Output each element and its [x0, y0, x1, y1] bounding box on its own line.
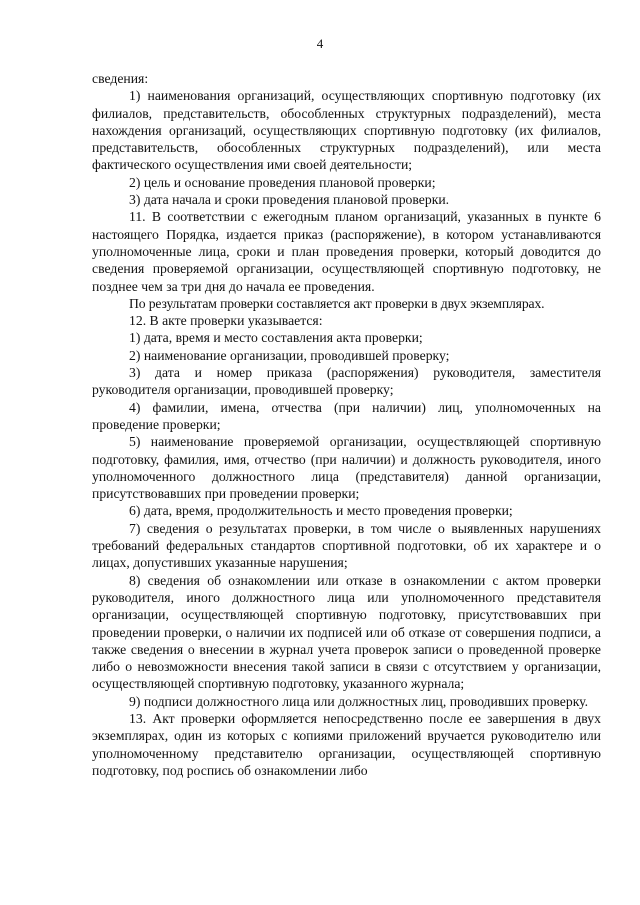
paragraph-act-item-5: 5) наименование проверяемой организации, осуществляющей спортивную подготовку, фамилия, имя, отчество (при наличии) и должность руководителя, иного уполномоченного должностного лица (представителя) данной организации, присутствовавших при проведении проверки; — [92, 434, 601, 502]
paragraph-item-2: 2) цель и основание проведения плановой проверки; — [129, 174, 436, 190]
paragraph-act-item-1: 1) дата, время и место составления акта проверки; — [129, 330, 423, 346]
paragraph-act-item-7: 7) сведения о результатах проверки, в том числе о выявленных нарушениях требований федеральных стандартов спортивной подготовки, об их характере и о лицах, допустивших указанные нарушения; — [92, 520, 601, 571]
paragraph-act-item-6: 6) дата, время, продолжительность и место проведения проверки; — [129, 503, 513, 519]
paragraph-act-item-3: 3) дата и номер приказа (распоряжения) руководителя, заместителя руководителя организации, проводившей проверку; — [92, 365, 601, 398]
paragraph-clause-12: 12. В акте проверки указывается: — [129, 313, 323, 329]
document-body — [92, 70, 601, 779]
paragraph-item-1: 1) наименования организаций, осуществляющих спортивную подготовку (их филиалов, представительств, обособленных структурных подразделений), места нахождения организаций, осуществляющих спортивную подготовку (их филиалов, представительств, обособленных структурных подразделений), или места фактического осуществления ими своей деятельности; — [92, 88, 601, 173]
paragraph-act-item-2: 2) наименование организации, проводившей проверку; — [129, 347, 450, 363]
paragraph-results: По результатам проверки составляется акт проверки в двух экземплярах. — [129, 295, 545, 311]
paragraph-item-3: 3) дата начала и сроки проведения плановой проверки. — [129, 192, 450, 208]
paragraph-act-item-9: 9) подписи должностного лица или должностных лиц, проводивших проверку. — [129, 693, 589, 709]
paragraph-clause-13: 13. Акт проверки оформляется непосредственно после ее завершения в двух экземплярах, один из которых с копиями приложений вручается руководителю или уполномоченному представителю организации, осуществляющей спортивную подготовку, под роспись об ознакомлении либо — [92, 710, 601, 778]
paragraph-clause-11: 11. В соответствии с ежегодным планом организаций, указанных в пункте 6 настоящего Порядка, издается приказ (распоряжение), в котором устанавливаются уполномоченные лица, сроки и план проведения проверки, который доводится до сведения проверяемой организации, осуществляющей спортивную подготовку, не позднее чем за три дня до начала ее проведения. — [92, 209, 601, 294]
paragraph-act-item-4: 4) фамилии, имена, отчества (при наличии) лиц, уполномоченных на проведение проверки; — [92, 399, 601, 432]
page-number: 4 — [316, 36, 324, 51]
paragraph-act-item-8: 8) сведения об ознакомлении или отказе в ознакомлении с актом проверки руководителя, иного должностного лица или уполномоченного представителя организации, осуществляющей спортивную подготовку, присутствовавших при проведении проверки, о наличии их подписей или об отказе от совершения подписи, а также сведения о внесении в журнал учета проверок записи о проведенной проверке либо о невозможности внесения такой записи в связи с отсутствием у организации, осуществляющей спортивную подготовку, указанного журнала; — [92, 572, 601, 692]
paragraph-intro: сведения: — [92, 71, 149, 86]
